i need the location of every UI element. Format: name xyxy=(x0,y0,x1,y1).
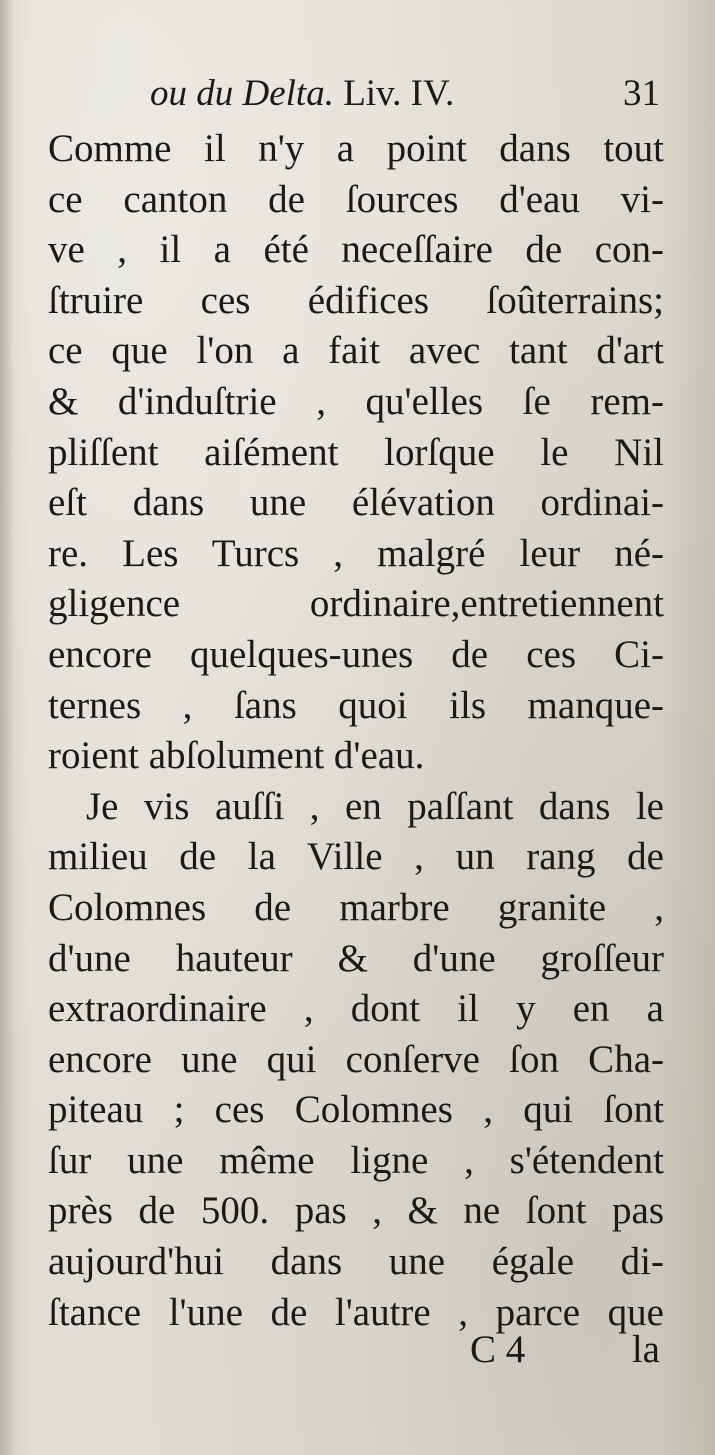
page-footer xyxy=(470,1326,660,1374)
text-line: près de 500. pas , & ne ſont pas xyxy=(48,1189,664,1233)
running-title-roman: Liv. IV. xyxy=(333,73,455,114)
text-line: ce canton de ſources d'eau vi- xyxy=(48,177,664,221)
text-line: re. Les Turcs , malgré leur né- xyxy=(48,531,664,575)
paragraph-2 xyxy=(48,782,664,1339)
text-line: extraordinaire , dont il y en a xyxy=(48,987,664,1031)
text-line: & d'induſtrie , qu'elles ſe rem- xyxy=(48,379,664,423)
text-line: gligence ordinaire,entretiennent xyxy=(48,582,664,626)
running-title-italic: ou du Delta. xyxy=(150,73,334,114)
text-line: Comme il n'y a point dans tout xyxy=(48,127,664,170)
signature-mark: C 4 xyxy=(470,1328,526,1371)
catchword: la xyxy=(631,1328,660,1371)
text-line: ſur une même ligne , s'étendent xyxy=(48,1138,664,1182)
text-line: eſt dans une élévation ordinai- xyxy=(48,481,664,525)
paragraph-1 xyxy=(48,124,664,782)
running-title xyxy=(150,72,454,116)
text-line: encore une qui conſerve ſon Cha- xyxy=(48,1037,664,1081)
text-line: Colomnes de marbre granite , xyxy=(48,885,664,929)
text-line: ternes , ſans quoi ils manque- xyxy=(48,683,664,727)
body-text xyxy=(48,124,664,1338)
page-header xyxy=(150,72,660,116)
text-line: d'une hauteur & d'une groſſeur xyxy=(48,936,664,980)
text-line: roient abſolument d'eau. xyxy=(48,734,425,778)
page-gutter-shadow xyxy=(0,0,14,1455)
text-line: piteau ; ces Colomnes , qui ſont xyxy=(48,1088,664,1132)
text-line: ce que l'on a fait avec tant d'art xyxy=(48,329,664,373)
text-line: milieu de la Ville , un rang de xyxy=(48,835,664,879)
text-line: aujourd'hui dans une égale di- xyxy=(48,1240,664,1284)
text-line: Je vis auſſi , en paſſant dans le xyxy=(86,784,664,828)
text-line: pliſſent aiſément lorſque le Nil xyxy=(48,430,664,474)
text-line: ve , il a été neceſſaire de con- xyxy=(48,228,664,272)
text-line: encore quelques-unes de ces Ci- xyxy=(48,632,664,676)
text-line: ſtance l'une de l'autre , parce que xyxy=(48,1290,664,1334)
text-line: ſtruire ces édifices ſoûterrains; xyxy=(48,278,664,322)
page-number: 31 xyxy=(623,73,660,114)
